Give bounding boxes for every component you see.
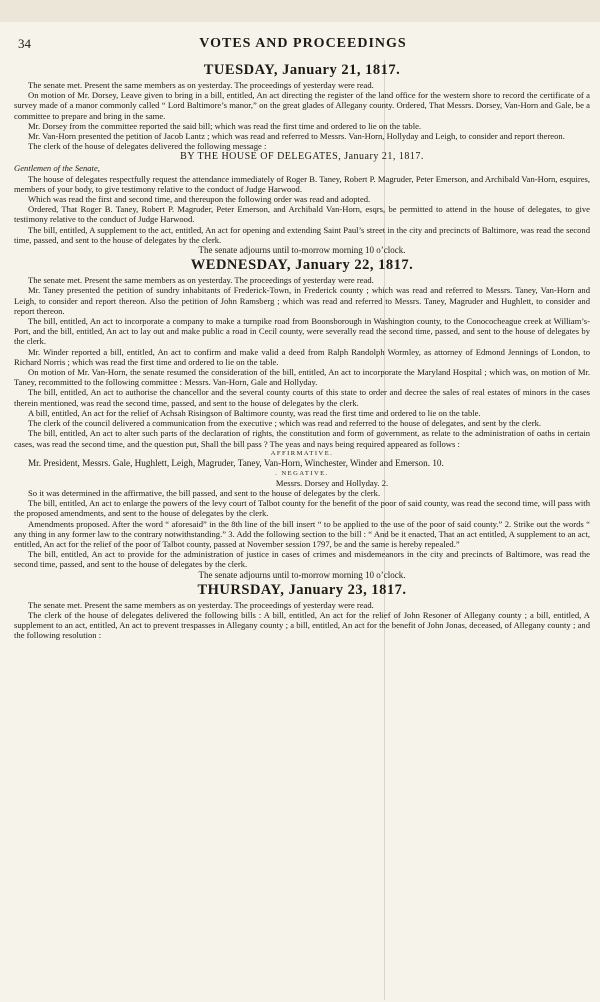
paragraph: The bill, entitled, An act to authorise the chancellor and the several county courts of this state to order and decree the sales of real estates of minors in the cases therein mentioned, was read the second time, passed, and sent to the house of delegates by the clerk. <box>14 387 590 408</box>
paragraph: The clerk of the council delivered a communication from the executive ; which was read and referred to the house of delegates, and sent by the clerk. <box>28 418 542 429</box>
negative-names: Messrs. Dorsey and Hollyday. 2. <box>275 477 389 488</box>
day-title-tuesday: TUESDAY, January 21, 1817. <box>203 62 401 78</box>
page-number: 34 <box>18 36 31 51</box>
adjournment-line: The senate adjourns until to-morrow morning 10 o’clock. <box>198 569 406 580</box>
paragraph: So it was determined in the affirmative, the bill passed, and sent to the house of delegates by the clerk. <box>28 487 381 498</box>
negative-label: . NEGATIVE. <box>275 469 329 477</box>
paragraph: The bill, entitled, An act to provide for the administration of justice in cases of crimes and misdemeanors in the city and precincts of Baltimore, was read the second time, passed, and sent to the house of delegates by the clerk. <box>14 549 590 570</box>
page-body <box>14 60 590 641</box>
paragraph: Mr. Dorsey from the committee reported the said bill; which was read the first time and ordered to lie on the table. <box>28 120 422 131</box>
page-header <box>18 36 588 54</box>
adjournment-line: The senate adjourns until to-morrow morning 10 o’clock. <box>198 245 406 256</box>
paragraph: A bill, entitled, An act for the relief of Achsah Risingson of Baltimore county, was read the first time and ordered to lie on the table. <box>28 407 481 418</box>
paragraph: The clerk of the house of delegates delivered the following message : <box>28 141 267 152</box>
salutation: Gentlemen of the Senate, <box>14 163 100 174</box>
message-header: BY THE HOUSE OF DELEGATES, January 21, 1817. <box>180 151 424 163</box>
paragraph: On motion of Mr. Dorsey, Leave given to bring in a bill, entitled, An act directing the register of the land office for the western shore to record the certificate of a survey made of a manor commonly called “ Lord Baltimore’s manor,” on the great glades of Allegany county. Ordered, That Messrs. Dorsey, Van-Horn and Gale, be a committee to prepare and bring in the same. <box>14 90 590 121</box>
paragraph: The senate met. Present the same members as on yesterday. The proceedings of yesterday were read. <box>28 275 374 286</box>
paragraph: The bill, entitled, An act to alter such parts of the declaration of rights, the constitution and form of government, as relate to the administration of oaths in certain cases, was read the second time, and the question put, Shall the bill pass ? The yeas and nays being required appeared as follows : <box>14 428 590 449</box>
paragraph: The house of delegates respectfully request the attendance immediately of Roger B. Taney, Robert P. Magruder, Peter Emerson, and Archibald Van-Horn, esquires, members of your body, to give testimony relative to the conduct of Judge Harwood. <box>14 173 590 194</box>
paragraph: The clerk of the house of delegates delivered the following bills : A bill, entitled, An act for the relief of John Resoner of Allegany county ; a bill, entitled, A supplement to an act, entitled, An act to prevent trespasses in Allegany county ; a bill, entitled, An act for the benefit of John Jonas, deceased, of Allegany county ; and the following resolution : <box>14 609 590 641</box>
paragraph: Mr. Van-Horn presented the petition of Jacob Lantz ; which was read and referred to Messrs. Van-Horn, Hollyday and Leigh, to consider and report thereon. <box>28 131 565 142</box>
affirmative-label: AFFIRMATIVE. <box>270 449 334 457</box>
day-title-thursday: THURSDAY, January 23, 1817. <box>197 581 407 598</box>
paragraph: The senate met. Present the same members as on yesterday. The proceedings of yesterday were read. <box>28 599 374 610</box>
page-top-margin <box>0 0 600 22</box>
affirmative-names: Mr. President, Messrs. Gale, Hughlett, Leigh, Magruder, Taney, Van-Horn, Winchester, Winder and Emerson. 10. <box>28 457 444 468</box>
paragraph: The bill, entitled, An act to enlarge the powers of the levy court of Talbot county for the benefit of the poor of said county, was read the second time, will pass with the proposed amendments, and sent to the house of delegates by the clerk. <box>14 498 590 519</box>
paragraph: On motion of Mr. Van-Horn, the senate resumed the consideration of the bill, entitled, An act to incorporate the Maryland Hospital ; which was, on motion of Mr. Taney, recommitted to the following committee : Messrs. Van-Horn, Gale and Hollyday. <box>14 367 590 388</box>
paragraph: Amendments proposed. After the word “ aforesaid” in the 8th line of the bill insert “ to be applied to the use of the poor of said county.” 2. Strike out the words “ any thing in any former law to the contrary notwithstanding.” 3. Add the following section to the bill : “ And be it enacted, That an act entitled, A supplement to an act, entitled, An act for the relief of the poor of Talbot county, passed at November session 1797, be and the same is hereby repealed.” <box>14 518 590 549</box>
running-title: VOTES AND PROCEEDINGS <box>199 36 407 51</box>
paragraph: Mr. Taney presented the petition of sundry inhabitants of Frederick-Town, in Frederick county ; which was read and referred to Messrs. Taney, Van-Horn and Leigh, to consider and report thereon. Also the petition of John Ramsberg ; which was read and referred to Messrs. Taney, Magruder and Hughlett, to consider and report thereon. <box>14 285 590 316</box>
day-title-wednesday: WEDNESDAY, January 22, 1817. <box>190 257 414 274</box>
paragraph: The senate met. Present the same members as on yesterday. The proceedings of yesterday were read. <box>28 80 374 90</box>
paragraph: Which was read the first and second time, and thereupon the following order was read and adopted. <box>28 194 371 205</box>
paragraph: Ordered, That Roger B. Taney, Robert P. Magruder, Peter Emerson, and Archibald Van-Horn, esqrs, be permitted to attend in the house of delegates, to give testimony relative to the conduct of Judge Harwood. <box>14 204 590 225</box>
paragraph: Mr. Winder reported a bill, entitled, An act to confirm and make valid a deed from Ralph Randolph Wormley, as attorney of Edmond Jennings of London, to Richard Norris ; which was read the first time and ordered to lie on the table. <box>14 346 590 367</box>
paragraph: The bill, entitled, An act to incorporate a company to make a turnpike road from Boonsborough in Washington county, to the Conococheague creek at William’s-Port, and the bill, entitled, An act to lay out and make public a road in Cecil county, were severally read the second time, passed, and sent to the house of delegates by the clerk. <box>14 316 590 347</box>
paragraph: The bill, entitled, A supplement to the act, entitled, An act for opening and extending Saint Paul’s street in the city and precincts of Baltimore, was read the second time, passed, and sent to the house of delegates by the clerk. <box>14 224 590 245</box>
